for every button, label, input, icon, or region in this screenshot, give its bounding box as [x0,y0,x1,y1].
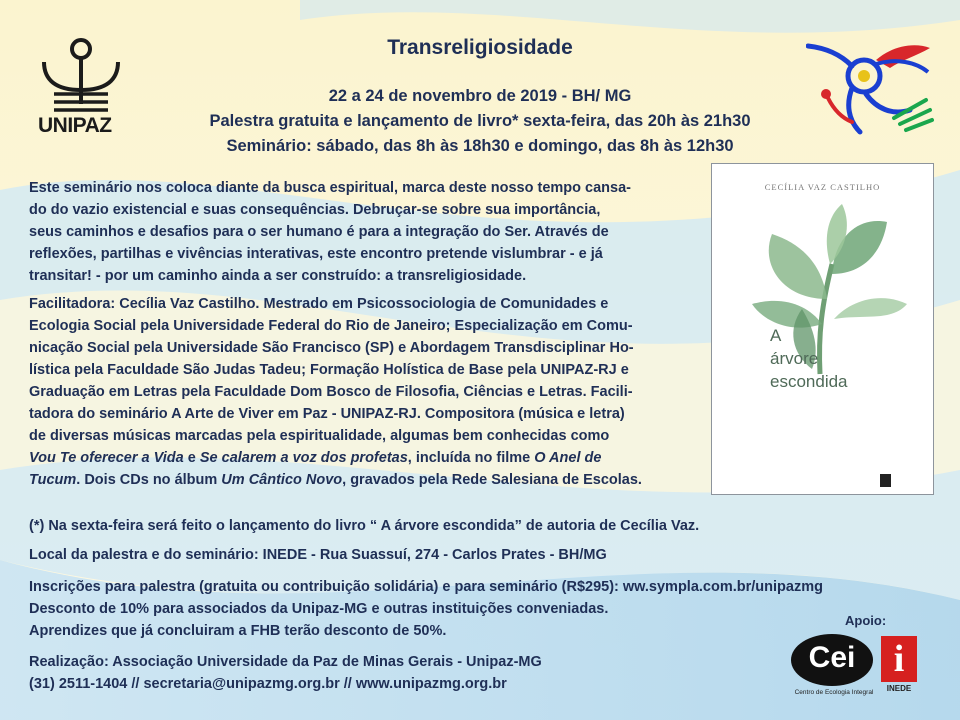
text-line: Aprendizes que já concluiram a FHB terão desconto de 50%. [29,623,447,639]
text-line: reflexões, partilhas e vivências interativas, este encontro pretende vislumbrar - e já [29,246,603,262]
text-run: e [183,450,200,466]
inede-caption: INEDE [886,684,912,693]
song-title: Se calarem a voz dos profetas [199,450,408,466]
text-line: Graduação em Letras pela Faculdade Dom Bosco de Filosofia, Ciências e Letras. Facili- [29,384,633,400]
text-line: de diversas músicas marcadas pela espiritualidade, algumas bem conhecidas como [29,428,610,444]
text-line: Desconto de 10% para associados da Unipaz-MG e outras instituições conveniadas. [29,601,609,617]
text-line: Realização: Associação Universidade da Paz de Minas Gerais - Unipaz-MG [29,654,542,670]
sponsors-label: Apoio: [845,613,887,628]
text-line: seus caminhos e desafios para o ser humano é para a integração do Ser. Através de [29,224,609,240]
publisher-mark [880,474,891,487]
text-line: tadora do seminário A Arte de Viver em Paz - UNIPAZ-RJ. Compositora (música e letra) [29,406,625,422]
book-cover [711,163,934,495]
text-line: Ecologia Social pela Universidade Federal do Rio de Janeiro; Especialização em Comu- [29,318,633,334]
text-run: , incluída no filme [407,450,535,466]
text-line: Inscrições para palestra (gratuita ou contribuição solidária) e para seminário (R$295): ww.sympla.com.br/unipazmg [29,579,823,595]
info-icon: i [893,638,905,680]
page-title: Transreligiosidade [387,36,573,59]
text-line: do do vazio existencial e suas consequências. Debruçar-se sobre sua importância, [29,202,601,218]
film-title: O Anel de [534,450,602,466]
event-dates: 22 a 24 de novembro de 2019 - BH/ MG [328,87,632,105]
launch-note: (*) Na sexta-feira será feito o lançamento do livro “ A árvore escondida” de autoria de Cecília Vaz. [29,518,700,534]
intro-paragraph [29,177,631,287]
text-line: (31) 2511-1404 // secretaria@unipazmg.org.br // www.unipazmg.org.br [29,676,507,692]
hummingbird-icon [806,38,934,138]
lecture-info: Palestra gratuita e lançamento de livro* sexta-feira, das 20h às 21h30 [209,112,751,130]
film-title: Tucum [29,472,77,488]
unipaz-symbol-icon [34,36,126,116]
book-title-line: A [770,326,782,345]
cei-caption: Centro de Ecologia Integral [794,689,874,696]
text-line: Este seminário nos coloca diante da busca espiritual, marca deste nosso tempo cansa- [29,180,631,196]
song-title: Vou Te oferecer a Vida [29,450,184,466]
text-line [29,469,642,491]
unipaz-logo-text: UNIPAZ [38,114,112,137]
book-title [770,324,848,393]
text-line: Facilitadora: Cecília Vaz Castilho. Mestrado em Psicossociologia de Comunidades e [29,296,609,312]
facilitator-bio [29,293,642,491]
text-line: nicação Social pela Universidade São Francisco (SP) e Abordagem Transdisciplinar Ho- [29,340,634,356]
book-author: CECÍLIA VAZ CASTILHO [764,182,881,192]
book-title-line: árvore [770,349,819,368]
seminar-schedule: Seminário: sábado, das 8h às 18h30 e domingo, das 8h às 12h30 [226,137,734,155]
cei-logo-text: Cei [808,641,856,674]
text-run: , gravados pela Rede Salesiana de Escolas. [342,472,642,488]
registration-info [29,576,823,642]
book-title-line: escondida [770,372,848,391]
text-run: . Dois CDs no álbum [76,472,222,488]
text-line: transitar! - por um caminho ainda a ser construído: a transreligiosidade. [29,268,527,284]
location-note: Local da palestra e do seminário: INEDE - Rua Suassuí, 274 - Carlos Prates - BH/MG [29,547,607,563]
text-line: lística pela Faculdade São Judas Tadeu; Formação Holística de Base pela UNIPAZ-RJ e [29,362,629,378]
album-title: Um Cântico Novo [221,472,343,488]
text-line [29,447,642,469]
realization-info [29,651,542,695]
